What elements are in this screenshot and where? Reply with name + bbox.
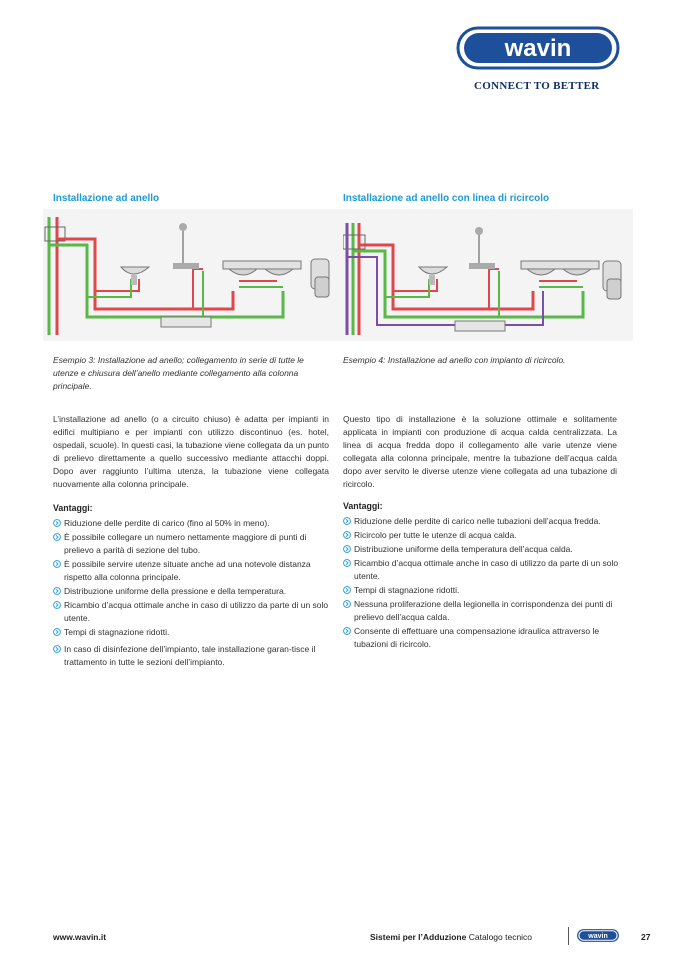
right-section-title: Installazione ad anello con linea di ricircolo bbox=[343, 193, 550, 204]
left-paragraph: L’installazione ad anello (o a circuito chiuso) è adatta per impianti in edifici multipiano e per impianti con utilizzo discontinuo (es. hotel, ospedali, scuole). In questi casi, la tubazione viene collegata da un punto di prelievo direttamente a quello successivo mediante attacchi doppi. Dopo aver raggiunto l’ultima utenza, la tubazione viene collegata nuovamente alla colonna principale. bbox=[53, 414, 329, 489]
ring-recirculation-diagram bbox=[343, 209, 633, 341]
right-caption: Esempio 4: Installazione ad anello con impianto di ricircolo. bbox=[343, 355, 566, 365]
footer-logo-text: wavin bbox=[588, 933, 608, 940]
page-number: 27 bbox=[641, 932, 651, 942]
footer-divider bbox=[568, 927, 569, 945]
list-item bbox=[343, 543, 619, 556]
list-item-text: Distribuzione uniforme della pressione e della temperatura. bbox=[64, 586, 287, 596]
arrow-circle-icon bbox=[53, 519, 61, 527]
right-advantages-list bbox=[343, 515, 619, 652]
list-item-text: Ricircolo per tutte le utenze di acqua calda. bbox=[354, 530, 517, 540]
list-item bbox=[53, 626, 329, 639]
list-item-text: Nessuna proliferazione della legionella in corrispondenza dei punti di prelievo dell’acqua calda. bbox=[354, 599, 613, 622]
list-item bbox=[343, 557, 619, 583]
list-item bbox=[53, 558, 329, 584]
footer-website[interactable]: www.wavin.it bbox=[53, 932, 107, 942]
list-item bbox=[343, 515, 619, 528]
list-item bbox=[53, 599, 329, 625]
list-item bbox=[53, 517, 329, 530]
arrow-circle-icon bbox=[343, 559, 351, 567]
logo-text: wavin bbox=[504, 35, 572, 62]
list-item-text: In caso di disinfezione dell’impianto, tale installazione garan-tisce il trattamento in tutte le sezioni dell’impianto. bbox=[64, 644, 316, 667]
arrow-circle-icon bbox=[343, 586, 351, 594]
list-item bbox=[343, 529, 619, 542]
list-item-text: È possibile servire utenze situate anche ad una notevole distanza rispetto alla colonna principale. bbox=[64, 559, 311, 582]
list-item-text: Tempi di stagnazione ridotti. bbox=[354, 585, 460, 595]
list-item-text: Riduzione delle perdite di carico (fino al 50% in meno). bbox=[64, 518, 270, 528]
footer-doc-title bbox=[370, 932, 532, 942]
arrow-circle-icon bbox=[53, 587, 61, 595]
arrow-circle-icon bbox=[53, 560, 61, 568]
list-item bbox=[343, 625, 619, 651]
list-item bbox=[53, 643, 329, 669]
footer-wavin-logo bbox=[577, 929, 619, 942]
list-item-text: È possibile collegare un numero nettamente maggiore di punti di prelievo a parità di sezione del tubo. bbox=[64, 532, 307, 555]
right-paragraph: Questo tipo di installazione è la soluzione ottimale e solitamente applicata in impianti con produzione di acqua calda centralizzata. La linea di acqua fredda dopo il collegamento alle varie utenze viene collegata alla colonna principale, mentre la tubazione dell’acqua calda dopo aver servito le diverse utenze viene collegata ad una tubazione di ricircolo. bbox=[343, 414, 617, 489]
list-item bbox=[343, 584, 619, 597]
footer-doc-bold: Sistemi per l’Adduzione bbox=[370, 932, 467, 942]
arrow-circle-icon bbox=[343, 545, 351, 553]
list-item bbox=[53, 585, 329, 598]
arrow-circle-icon bbox=[53, 645, 61, 653]
list-item-text: Tempi di stagnazione ridotti. bbox=[64, 627, 170, 637]
left-section-title: Installazione ad anello bbox=[53, 193, 160, 204]
arrow-circle-icon bbox=[343, 531, 351, 539]
arrow-circle-icon bbox=[343, 627, 351, 635]
list-item bbox=[343, 598, 619, 624]
arrow-circle-icon bbox=[53, 533, 61, 541]
list-item bbox=[53, 531, 329, 557]
left-vantaggi-title: Vantaggi: bbox=[53, 503, 93, 513]
arrow-circle-icon bbox=[343, 600, 351, 608]
arrow-circle-icon bbox=[53, 601, 61, 609]
list-item-text: Riduzione delle perdite di carico nelle tubazioni dell’acqua fredda. bbox=[354, 516, 601, 526]
right-vantaggi-title: Vantaggi: bbox=[343, 501, 383, 511]
left-advantages-list bbox=[53, 517, 329, 670]
arrow-circle-icon bbox=[53, 628, 61, 636]
list-item-text: Distribuzione uniforme della temperatura dell’acqua calda. bbox=[354, 544, 573, 554]
wavin-logo bbox=[456, 26, 620, 70]
tagline: CONNECT TO BETTER bbox=[474, 80, 600, 92]
list-item-text: Ricambio d’acqua ottimale anche in caso di utilizzo da parte di un solo utente. bbox=[64, 600, 329, 623]
list-item-text: Consente di effettuare una compensazione idraulica attraverso le tubazioni di ricircolo. bbox=[354, 626, 600, 649]
left-caption: Esempio 3: Installazione ad anello; collegamento in serie di tutte le utenze e chiusura dell’anello mediante collegamento alla colonna principale. bbox=[53, 355, 304, 391]
footer-doc-rest: Catalogo tecnico bbox=[466, 932, 533, 942]
arrow-circle-icon bbox=[343, 517, 351, 525]
list-item-text: Ricambio d’acqua ottimale anche in caso di utilizzo da parte di un solo utente. bbox=[354, 558, 619, 581]
ring-installation-diagram bbox=[43, 209, 343, 341]
